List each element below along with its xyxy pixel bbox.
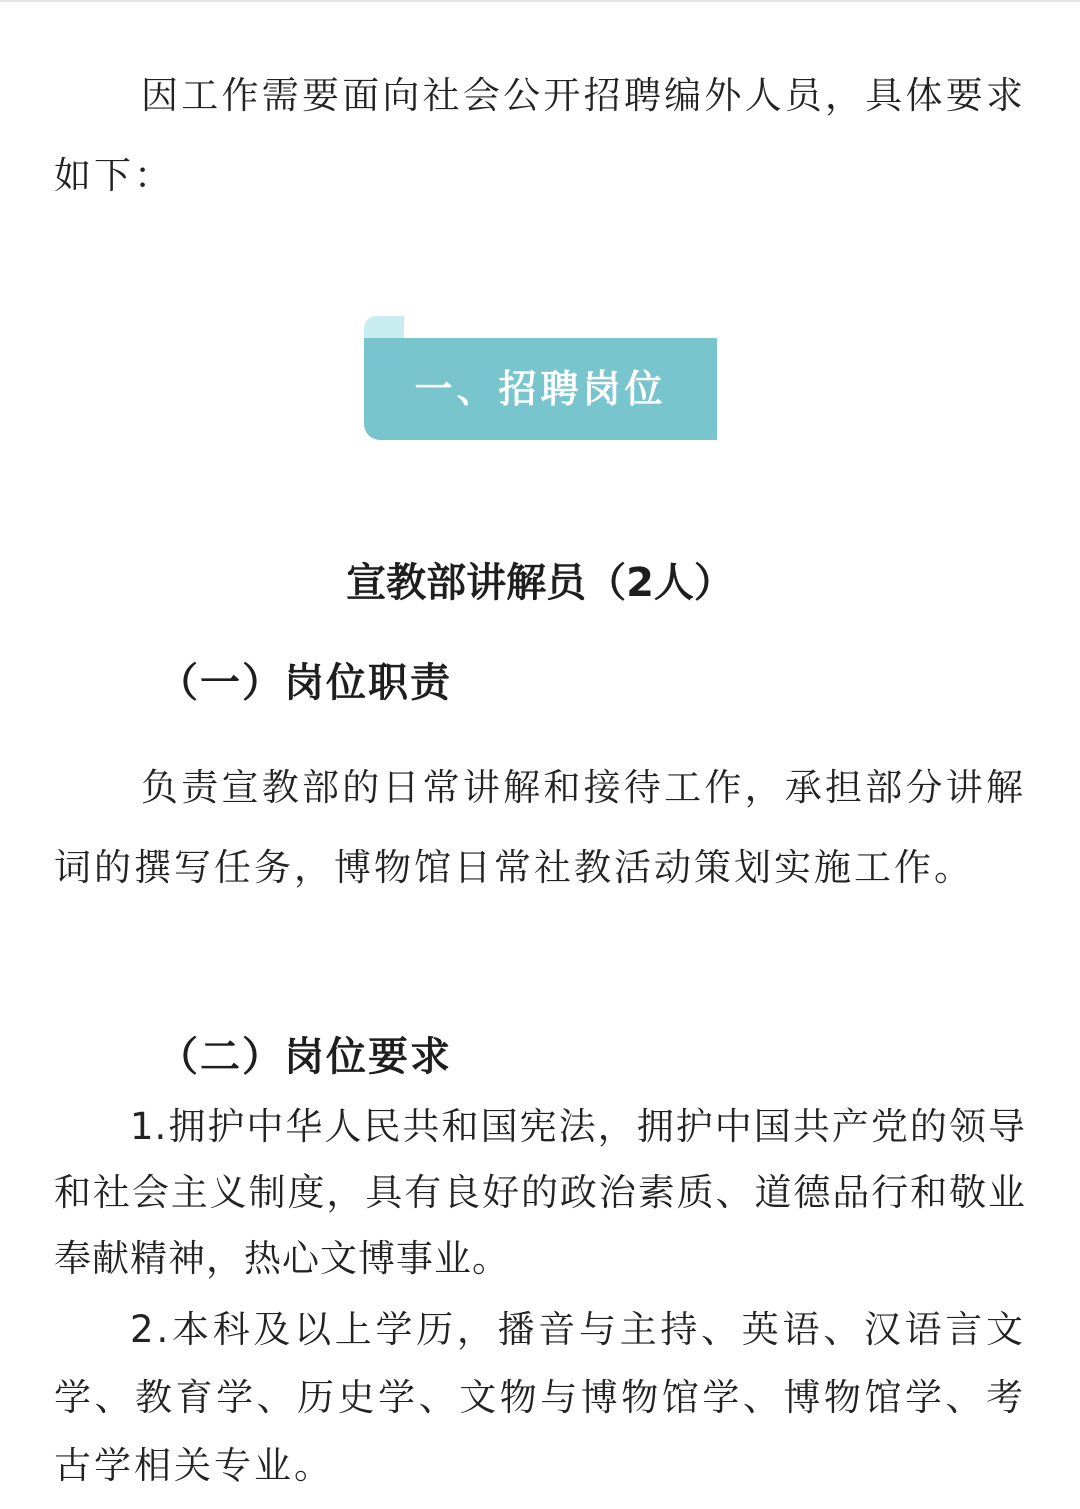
- duties-heading: （一）岗位职责: [158, 660, 452, 706]
- requirements-heading: （二）岗位要求: [158, 1034, 452, 1080]
- section-banner-title: 一、招聘岗位: [414, 367, 667, 411]
- job-title: 宣教部讲解员（2人）: [346, 560, 734, 606]
- top-divider: [0, 0, 1080, 2]
- duties-paragraph: 负责宣教部的日常讲解和接待工作，承担部分讲解词的撰写任务，博物馆日常社教活动策划实施工作。: [54, 766, 1026, 889]
- section-banner: [364, 316, 717, 440]
- intro-paragraph: 因工作需要面向社会公开招聘编外人员，具体要求如下：: [54, 74, 1026, 197]
- requirement-item-2: 2.本科及以上学历，播音与主持、英语、汉语言文学、教育学、历史学、文物与博物馆学、博物馆学、考古学相关专业。: [54, 1308, 1026, 1487]
- requirement-item-1: 1.拥护中华人民共和国宪法，拥护中国共产党的领导和社会主义制度，具有良好的政治素质、道德品行和敬业奉献精神，热心文博事业。: [54, 1105, 1026, 1280]
